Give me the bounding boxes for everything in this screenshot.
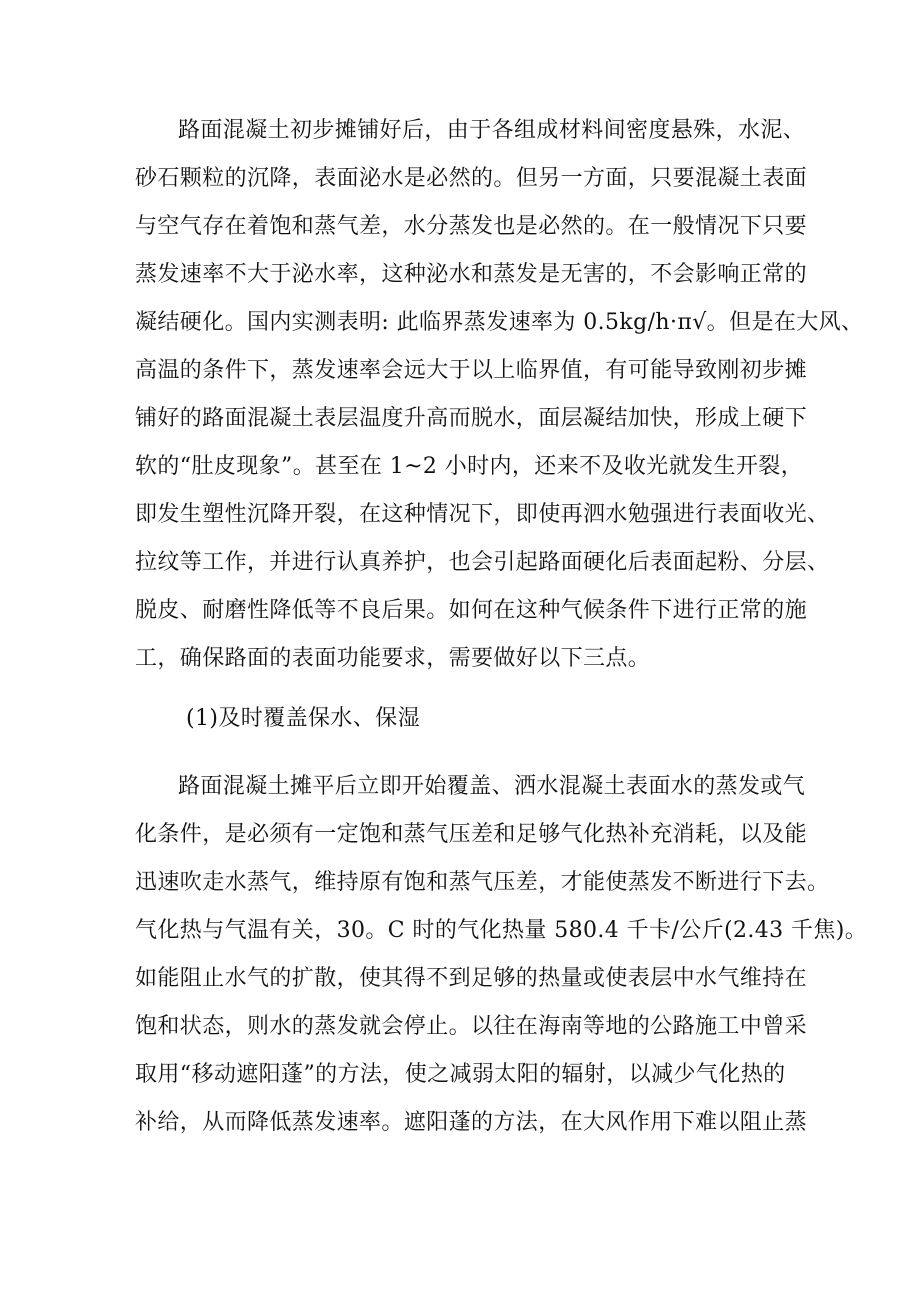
paragraph-1-line-12: 工，确保路面的表面功能要求，需要做好以下三点。: [135, 646, 651, 671]
paragraph-2-line-1: 路面混凝土摊平后立即开始覆盖、洒水混凝土表面水的蒸发或气: [178, 774, 806, 799]
paragraph-2-line-3: 迅速吹走水蒸气，维持原有饱和蒸气压差，才能使蒸发不断进行下去。: [135, 870, 830, 895]
paragraph-1-line-1: 路面混凝土初步摊铺好后，由于各组成材料间密度悬殊，水泥、: [178, 118, 806, 143]
paragraph-2-line-5: 如能阻止水气的扩散，使其得不到足够的热量或使表层中水气维持在: [135, 966, 808, 991]
paragraph-1-line-2: 砂石颗粒的沉降，表面泌水是必然的。但另一方面，只要混凝土表面: [135, 166, 808, 191]
paragraph-1-line-6: 高温的条件下，蒸发速率会远大于以上临界值，有可能导致刚初步摊: [135, 358, 808, 383]
paragraph-1-line-3: 与空气存在着饱和蒸气差，水分蒸发也是必然的。在一般情况下只要: [135, 214, 808, 239]
paragraph-1-line-4: 蒸发速率不大于泌水率，这种泌水和蒸发是无害的，不会影响正常的: [135, 262, 808, 287]
paragraph-1-line-9: 即发生塑性沉降开裂，在这种情况下，即使再泗水勉强进行表面收光、: [135, 502, 830, 527]
paragraph-2-line-8: 补给，从而降低蒸发速率。遮阳蓬的方法，在大风作用下难以阻止蒸: [135, 1110, 808, 1135]
paragraph-2-line-2: 化条件，是必须有一定饱和蒸气压差和足够气化热补充消耗，以及能: [135, 822, 808, 847]
paragraph-1-line-7: 铺好的路面混凝土表层温度升高而脱水，面层凝结加快，形成上硬下: [135, 406, 808, 431]
paragraph-1-line-5: 凝结硬化。国内实测表明: 此临界蒸发速率为 0.5kg/h·π√。但是在大风、: [135, 310, 864, 335]
paragraph-2-line-6: 饱和状态，则水的蒸发就会停止。以往在海南等地的公路施工中曾采: [135, 1014, 808, 1039]
paragraph-1-line-10: 拉纹等工作，并进行认真养护，也会引起路面硬化后表面起粉、分层、: [135, 550, 830, 575]
paragraph-1-line-11: 脱皮、耐磨性降低等不良后果。如何在这种气候条件下进行正常的施: [135, 598, 808, 623]
section-heading: (1)及时覆盖保水、保湿: [186, 706, 420, 731]
paragraph-2-line-4: 气化热与气温有关，30。C 时的气化热量 580.4 千卡/公斤(2.43 千焦)。: [135, 918, 868, 943]
paragraph-1-line-8: 软的“肚皮现象”。甚至在 1~2 小时内，还来不及收光就发生开裂，: [135, 454, 804, 479]
paragraph-2-line-7: 取用“移动遮阳蓬”的方法，使之减弱太阳的辐射，以减少气化热的: [135, 1062, 786, 1087]
